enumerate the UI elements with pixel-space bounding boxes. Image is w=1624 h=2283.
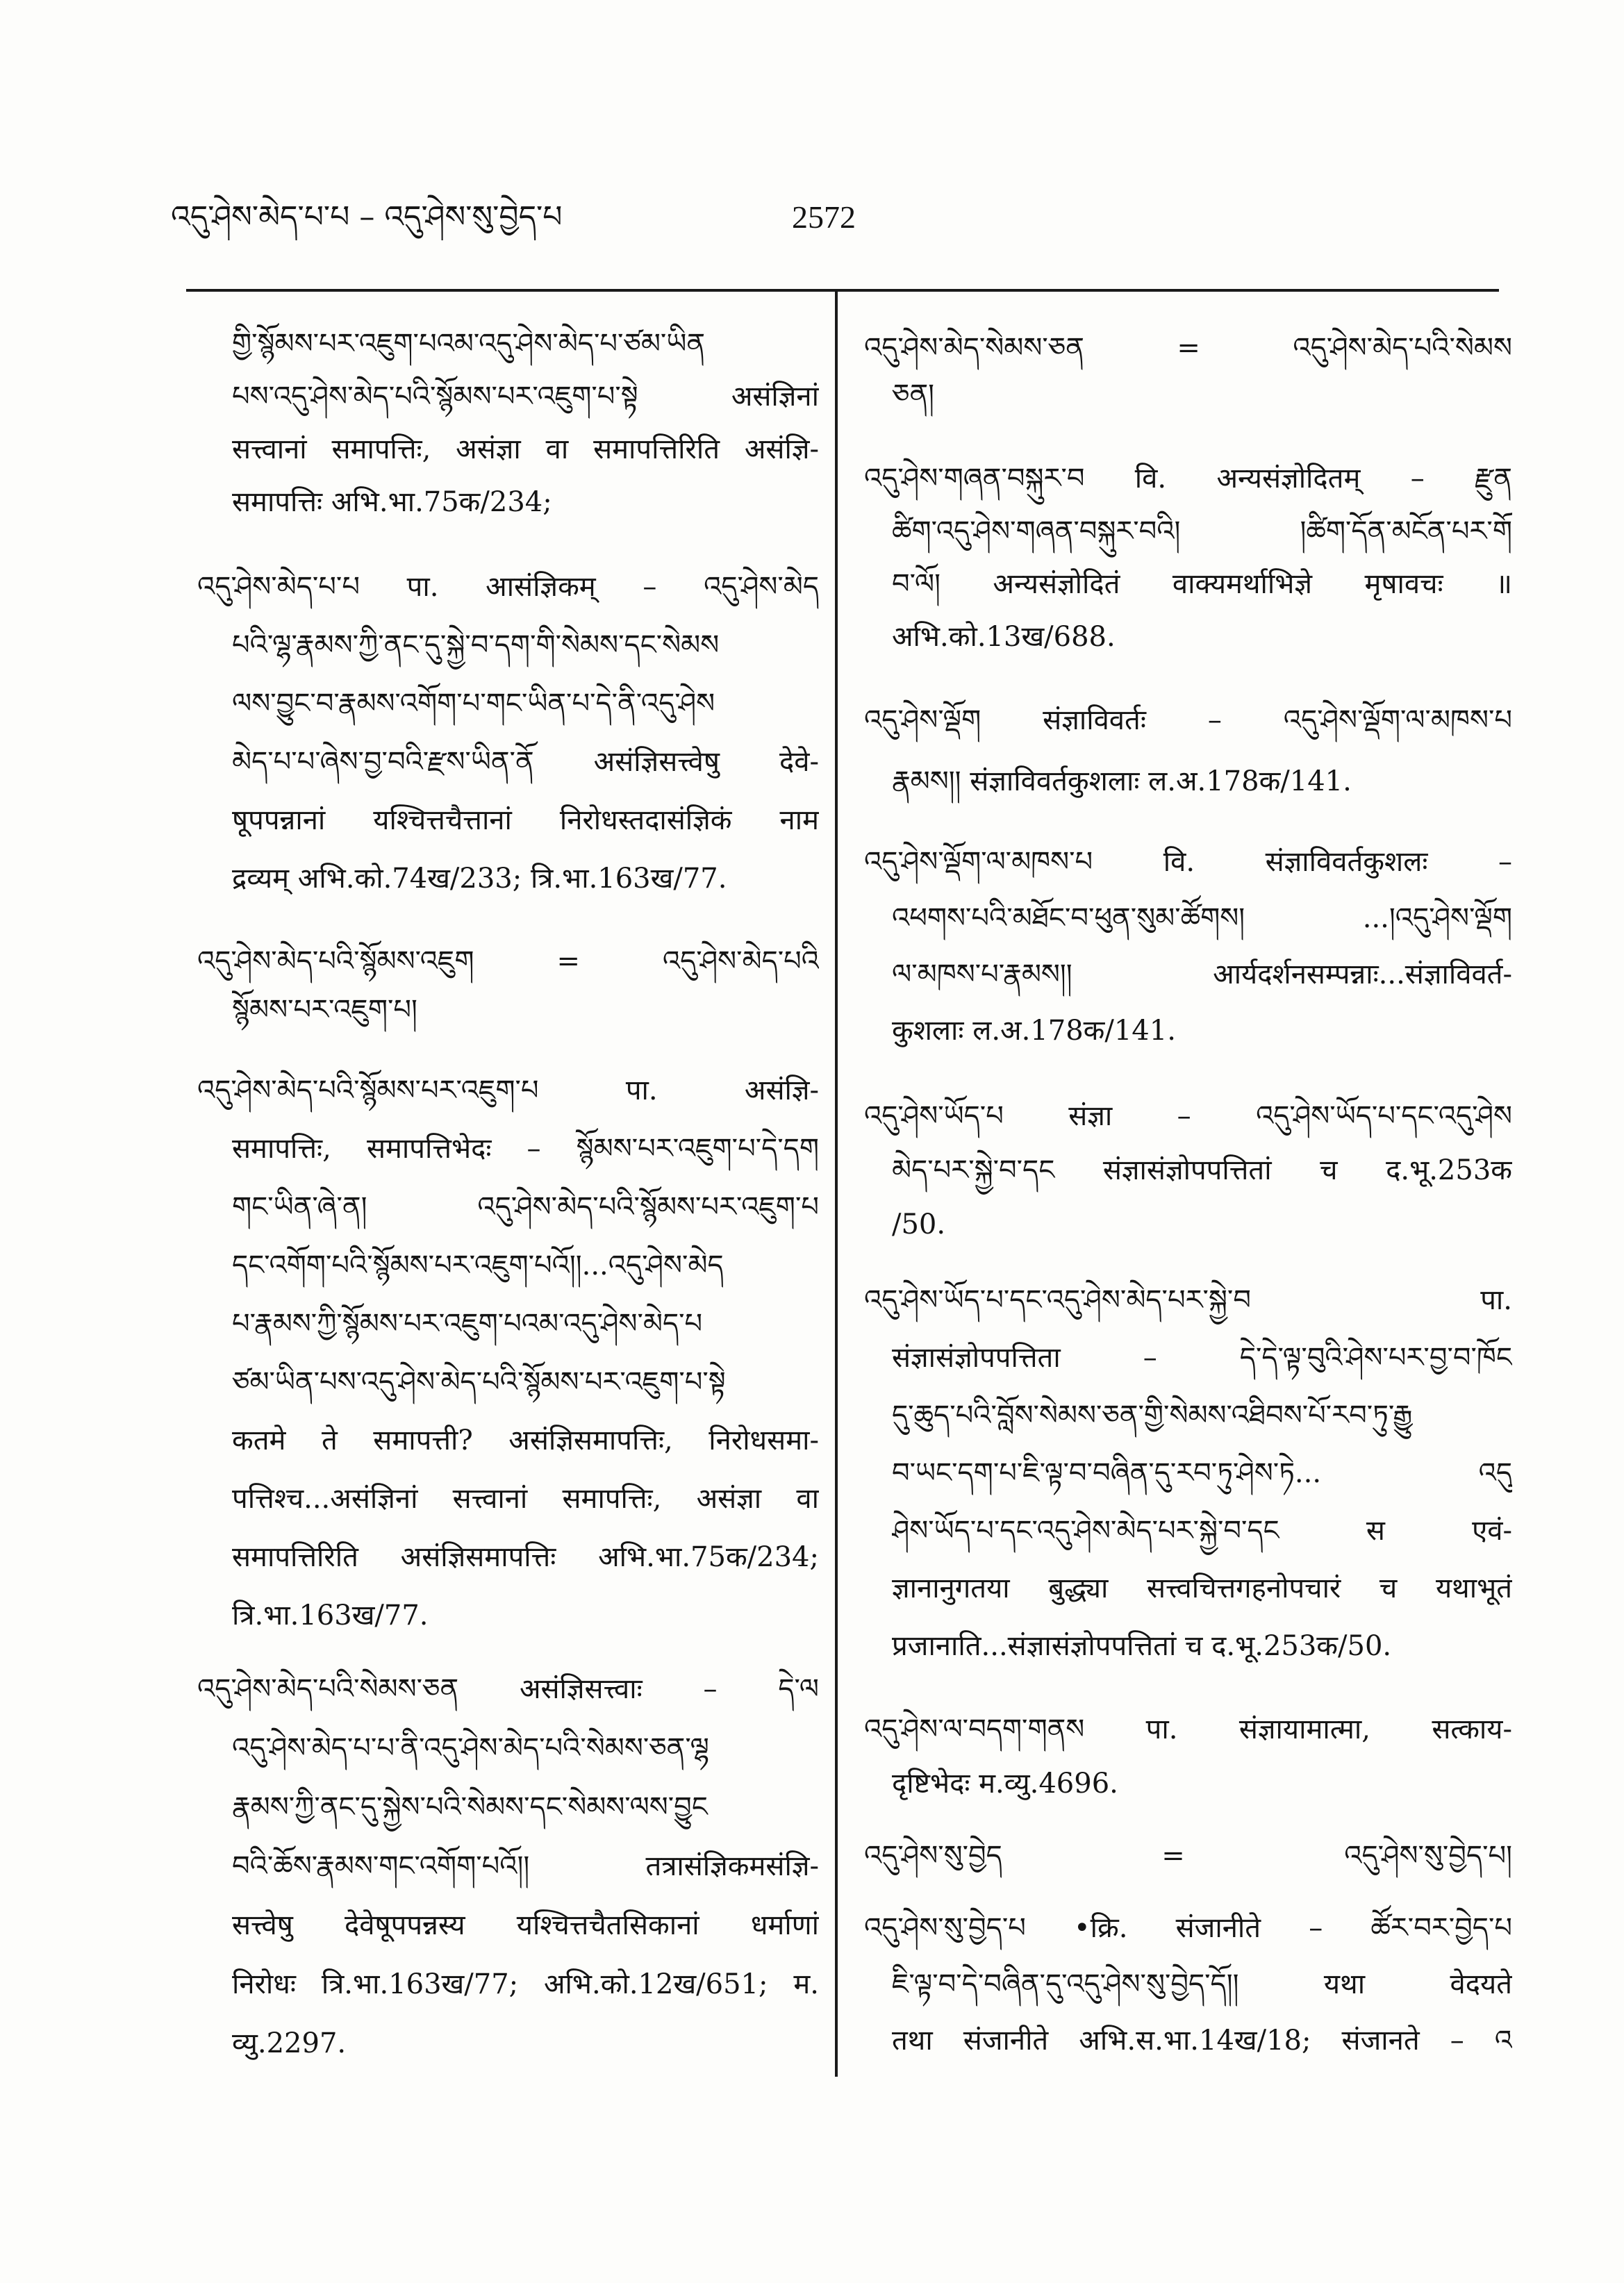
entry-line: संज्ञासंज्ञोपपत्तिता – དེ་དེ་ལྟ་བུའི་ཤེས་པར་བྱ་བ་ཁོང bbox=[892, 1342, 1512, 1374]
entry-line: བའི་ཆོས་རྣམས་གང་འགོག་པའོ།། तत्रासंज्ञिकमसंज्ञि- bbox=[232, 1850, 819, 1882]
dictionary-entry bbox=[197, 1061, 819, 1645]
dictionary-entry bbox=[864, 1829, 1512, 1883]
headword-line: འདུ་ཤེས་གཞན་བསྐུར་བ वि. अन्यसंज्ञोदितम् – རྫུན bbox=[864, 463, 1512, 495]
entry-line: ལ་མཁས་པ་རྣམས།། आर्यदर्शनसम्पन्नाः...संज्ञाविवर्त- bbox=[892, 958, 1512, 990]
entry-line: समापत्तिः अभि.भा.75क/234; bbox=[232, 486, 552, 518]
entry-line: निरोधः त्रि.भा.163ख/77; अभि.को.12ख/651; म. bbox=[232, 1968, 819, 2000]
entry-line: पत्तिश्च...असंज्ञिनां सत्त्वानां समापत्तिः, असंज्ञा वा bbox=[232, 1483, 819, 1515]
dictionary-entry bbox=[197, 937, 819, 1034]
dictionary-entry bbox=[197, 1660, 819, 2073]
entry-line: པ་རྣམས་ཀྱི་སྙོམས་པར་འཇུག་པའམ་འདུ་ཤེས་མེད་པ bbox=[232, 1308, 703, 1340]
dictionary-entry bbox=[864, 452, 1512, 663]
entry-line: /50. bbox=[892, 1209, 946, 1240]
entry-line: समापत्तिरिति असंज्ञिसमापत्तिः अभि.भा.75क/234; bbox=[232, 1541, 819, 1573]
dictionary-entry bbox=[864, 1702, 1512, 1811]
dictionary-entry bbox=[232, 317, 819, 529]
entry-line: ལས་བྱུང་བ་རྣམས་འགོག་པ་གང་ཡིན་པ་དེ་ནི་འདུ་ཤེས bbox=[232, 688, 715, 720]
header-rule bbox=[186, 289, 1499, 292]
entry-line: कतमे ते समापत्ती? असंज्ञिसमापत्तिः, निरोधसमा- bbox=[232, 1425, 819, 1456]
entry-line: འདུ་ཤེས་མེད་པ་པ་ནི་འདུ་ཤེས་མེད་པའི་སེམས་ཅན་ལྷ bbox=[232, 1732, 709, 1764]
entry-line: གྱི་སྙོམས་པར་འཇུག་པའམ་འདུ་ཤེས་མེད་པ་ཙམ་ཡིན bbox=[232, 328, 705, 360]
entry-line: सत्त्वानां समापत्तिः, असंज्ञा वा समापत्तिरिति असंज्ञि- bbox=[232, 433, 819, 465]
headword-line: འདུ་ཤེས་ལྡོག་ལ་མཁས་པ वि. संज्ञाविवर्तकुशलः – bbox=[864, 846, 1512, 878]
entry-line: མེད་པར་སྐྱེ་བ་དང संज्ञासंज्ञोपपत्तितां च द.भू.253क bbox=[892, 1154, 1512, 1186]
headword-line: འདུ་ཤེས་མེད་པའི་སེམས་ཅན असंज्ञिसत्त्वाः – དེ་ལ bbox=[197, 1673, 819, 1705]
column-divider bbox=[835, 289, 838, 2077]
entry-line: པའི་ལྷ་རྣམས་ཀྱི་ནང་དུ་སྐྱེ་བ་དག་གི་སེམས་དང་སེམས bbox=[232, 629, 720, 661]
entry-line: ཚིག་འདུ་ཤེས་གཞན་བསྐུར་བའི། །ཚིག་དོན་མངོན་པར་གོ bbox=[892, 515, 1512, 547]
entry-line: མེད་པ་པ་ཞེས་བྱ་བའི་རྫས་ཡིན་ནོ असंज्ञिसत्त्वेषु देवे- bbox=[232, 746, 819, 778]
entry-line: समापत्तिः, समापत्तिभेदः – སྙོམས་པར་འཇུག་པ་དེ་དག bbox=[232, 1133, 819, 1165]
headword-line: འདུ་ཤེས་ཡོད་པ་དང་འདུ་ཤེས་མེད་པར་སྐྱེ་བ पा. bbox=[864, 1284, 1512, 1316]
entry-line: བ་ལོ། अन्यसंज्ञोदितं वाक्यमर्थाभिज्ञे मृषावचः ॥ bbox=[892, 568, 1512, 600]
entry-line: རྣམས།། संज्ञाविवर्तकुशलाः ल.अ.178क/141. bbox=[892, 765, 1352, 797]
headword-line: འདུ་ཤེས་སུ་བྱེད་པ •क्रि. संजानीते – ཚོར་བར་བྱེད་པ bbox=[864, 1912, 1512, 1944]
dictionary-entry bbox=[864, 1089, 1512, 1252]
running-head: འདུ་ཤེས་མེད་པ་པ – འདུ་ཤེས་སུ་བྱེད་པ bbox=[171, 199, 563, 235]
headword-line: འདུ་ཤེས་སུ་བྱེད = འདུ་ཤེས་སུ་བྱེད་པ། bbox=[864, 1840, 1512, 1872]
entry-line: षूपपन्नानां यश्चित्तचैत्तानां निरोधस्तदासंज्ञिकं नाम bbox=[232, 804, 819, 836]
entry-line: तथा संजानीते अभि.स.भा.14ख/18; संजानते – འ bbox=[892, 2025, 1512, 2057]
entry-line: པས་འདུ་ཤེས་མེད་པའི་སྙོམས་པར་འཇུག་པ་སྟེ असंज्ञिनां bbox=[232, 381, 819, 413]
entry-line: ཙམ་ཡིན་པས་འདུ་ཤེས་མེད་པའི་སྙོམས་པར་འཇུག་པ་སྟེ bbox=[232, 1366, 726, 1398]
headword-line: འདུ་ཤེས་མེད་པའི་སྙོམས་འཇུག = འདུ་ཤེས་མེད་པའི bbox=[197, 945, 819, 977]
entry-line: ཤེས་ཡོད་པ་དང་འདུ་ཤེས་མེད་པར་སྐྱེ་བ་དང स एवं- bbox=[892, 1515, 1512, 1547]
entry-line: द्रव्यम् अभि.को.74ख/233; त्रि.भा.163ख/77. bbox=[232, 863, 727, 895]
entry-line: བ་ཡང་དག་པ་ཇི་ལྟ་བ་བཞིན་དུ་རབ་ཏུ་ཤེས་ཏེ... འདུ bbox=[892, 1457, 1512, 1489]
entry-line: सत्त्वेषु देवेषूपपन्नस्य यश्चित्तचैतसिकानां धर्माणां bbox=[232, 1909, 819, 1941]
dictionary-entry bbox=[864, 1900, 1512, 2069]
entry-line: གང་ཡིན་ཞེ་ན། འདུ་ཤེས་མེད་པའི་སྙོམས་པར་འཇུག་པ bbox=[232, 1191, 819, 1223]
entry-line: प्रजानाति...संज्ञासंज्ञोपपत्तितां च द.भू.253क/50. bbox=[892, 1630, 1392, 1662]
entry-line: སྙོམས་པར་འཇུག་པ། bbox=[232, 994, 417, 1026]
dictionary-entry bbox=[864, 834, 1512, 1059]
dictionary-entry bbox=[197, 558, 819, 908]
entry-line: कुशलाः ल.अ.178क/141. bbox=[892, 1015, 1176, 1047]
entry-line: अभि.को.13ख/688. bbox=[892, 621, 1116, 653]
dictionary-entry bbox=[864, 325, 1512, 418]
entry-line: दृष्टिभेदः म.व्यु.4696. bbox=[892, 1768, 1118, 1800]
entry-line: འཕགས་པའི་མཐོང་བ་ཕུན་སུམ་ཚོགས། ...།འདུ་ཤེས་ལྡོག bbox=[892, 902, 1512, 934]
entry-line: व्यु.2297. bbox=[232, 2027, 347, 2059]
headword-line: འདུ་ཤེས་ཡོད་པ संज्ञा – འདུ་ཤེས་ཡོད་པ་དང་འདུ་ཤེས bbox=[864, 1100, 1512, 1132]
entry-line: རྣམས་ཀྱི་ནང་དུ་སྐྱེས་པའི་སེམས་དང་སེམས་ལས་བྱུང bbox=[232, 1791, 708, 1823]
entry-line: ཇི་ལྟ་བ་དེ་བཞིན་དུ་འདུ་ཤེས་སུ་བྱེད་དོ།། यथा वेदयते bbox=[892, 1968, 1512, 2000]
dictionary-entry bbox=[864, 690, 1512, 812]
headword-line: འདུ་ཤེས་མེད་སེམས་ཅན = འདུ་ཤེས་མེད་པའི་སེམས bbox=[864, 332, 1512, 364]
headword-line: འདུ་ཤེས་ལྡོག संज्ञाविवर्तः – འདུ་ཤེས་ལྡོག་ལ་མཁས་པ bbox=[864, 704, 1512, 736]
entry-line: དུ་ཆུད་པའི་བློས་སེམས་ཅན་གྱི་སེམས་འཐིབས་པོ་རབ་ཏུ་རྒྱུ bbox=[892, 1400, 1413, 1431]
headword-line: འདུ་ཤེས་ལ་བདག་གནས पा. संज्ञायामात्मा, सत्काय- bbox=[864, 1713, 1512, 1745]
entry-line: ज्ञानानुगतया बुद्ध्या सत्त्वचित्तगहनोपचारं च यथाभूतं bbox=[892, 1572, 1512, 1604]
entry-line: त्रि.भा.163ख/77. bbox=[232, 1600, 429, 1632]
headword-line: འདུ་ཤེས་མེད་པ་པ पा. आसंज्ञिकम् – འདུ་ཤེས་མེད bbox=[197, 571, 819, 603]
page-number: 2572 bbox=[792, 199, 856, 235]
entry-line: དང་འགོག་པའི་སྙོམས་པར་འཇུག་པའོ།།...འདུ་ཤེས་མེད bbox=[232, 1250, 724, 1281]
dictionary-entry bbox=[864, 1272, 1512, 1675]
entry-line: ཅན། bbox=[892, 379, 934, 410]
headword-line: འདུ་ཤེས་མེད་པའི་སྙོམས་པར་འཇུག་པ पा. असंज्ञि- bbox=[197, 1074, 819, 1106]
